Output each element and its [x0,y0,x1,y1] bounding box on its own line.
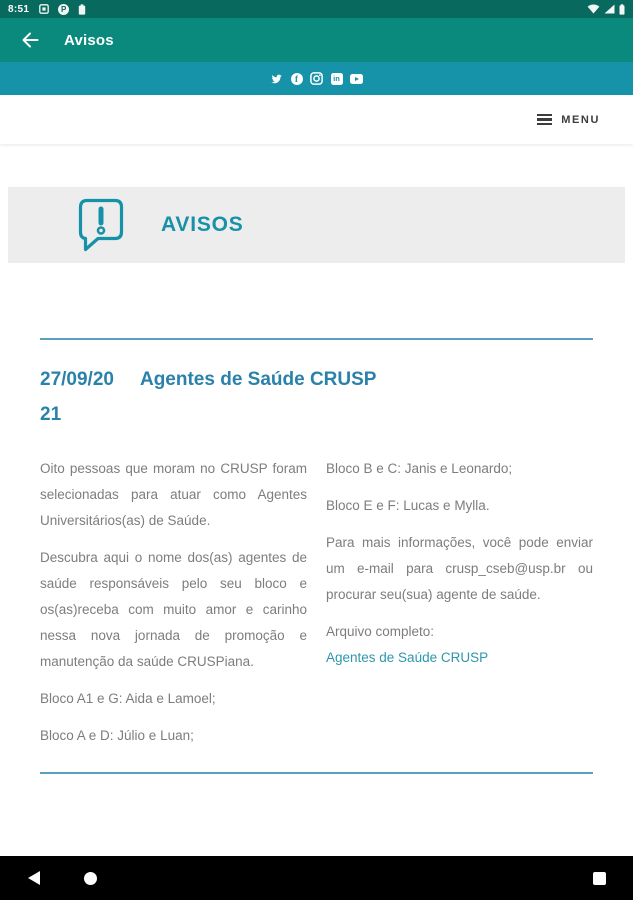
back-arrow-icon[interactable] [21,32,39,48]
announcement-bubble-icon [77,197,125,253]
status-bar [0,0,633,18]
post-column-right [326,456,593,760]
system-status-icons [587,4,625,15]
post-title-line2: 21 [40,404,62,425]
bottom-divider [40,772,593,774]
paragraph: Bloco E e F: Lucas e Mylla. [326,498,490,513]
paragraph: Descubra aqui o nome dos(as) agentes de saúde responsáveis pelo seu bloco e os(as)receba com muito amor e carinho nessa nova jornada de promoção e manutenção da saúde CRUSPiana. [40,550,307,669]
battery-notification-icon [78,4,86,15]
app-notification-icon [39,4,49,14]
cell-signal-icon [604,4,615,14]
paragraph: Oito pessoas que moram no CRUSP foram selecionadas para atuar como Agentes Universitários(as) de Saúde. [40,461,307,528]
youtube-icon[interactable] [350,72,363,85]
paragraph: Bloco B e C: Janis e Leonardo; [326,461,513,476]
article [0,338,633,774]
instagram-icon[interactable] [310,72,323,85]
post-column-left [40,456,307,760]
menu-button[interactable] [537,114,600,126]
menu-label: MENU [561,113,600,126]
battery-icon [619,4,625,15]
paragraph: Bloco A1 e G: Aida e Lamoel; [40,691,216,706]
app-bar-title: Avisos [64,31,114,49]
hamburger-icon [537,114,552,126]
post-date: 27/09/20 [40,369,114,390]
post-heading [40,362,593,432]
post-title-line1: Agentes de Saúde CRUSP [139,369,377,390]
nav-home-icon[interactable] [84,856,97,900]
paragraph: Bloco A e D: Júlio e Luan; [40,728,194,743]
site-header [0,95,633,144]
paragraph: Arquivo completo: [326,624,435,639]
p-circle-notification-icon: P [58,4,69,15]
banner-title: AVISOS [161,213,244,236]
post-body [40,456,593,760]
full-file-link[interactable]: Agentes de Saúde CRUSP [326,650,489,665]
android-nav-bar [0,856,633,900]
app-bar [0,18,633,62]
nav-back-icon[interactable] [28,856,40,900]
social-bar [0,62,633,95]
top-divider [40,338,593,340]
notification-icons [39,4,86,15]
nav-recents-icon[interactable] [593,856,606,900]
clock: 8:51 [8,3,30,15]
wifi-icon [587,4,600,14]
paragraph: Para mais informações, você pode enviar um e-mail para crusp_cseb@usp.br ou procurar seu(sua) agente de saúde. [326,535,593,602]
avisos-banner [8,187,625,263]
twitter-icon[interactable] [270,72,283,85]
facebook-icon[interactable]: f [290,72,303,85]
linkedin-icon[interactable]: in [330,72,343,85]
